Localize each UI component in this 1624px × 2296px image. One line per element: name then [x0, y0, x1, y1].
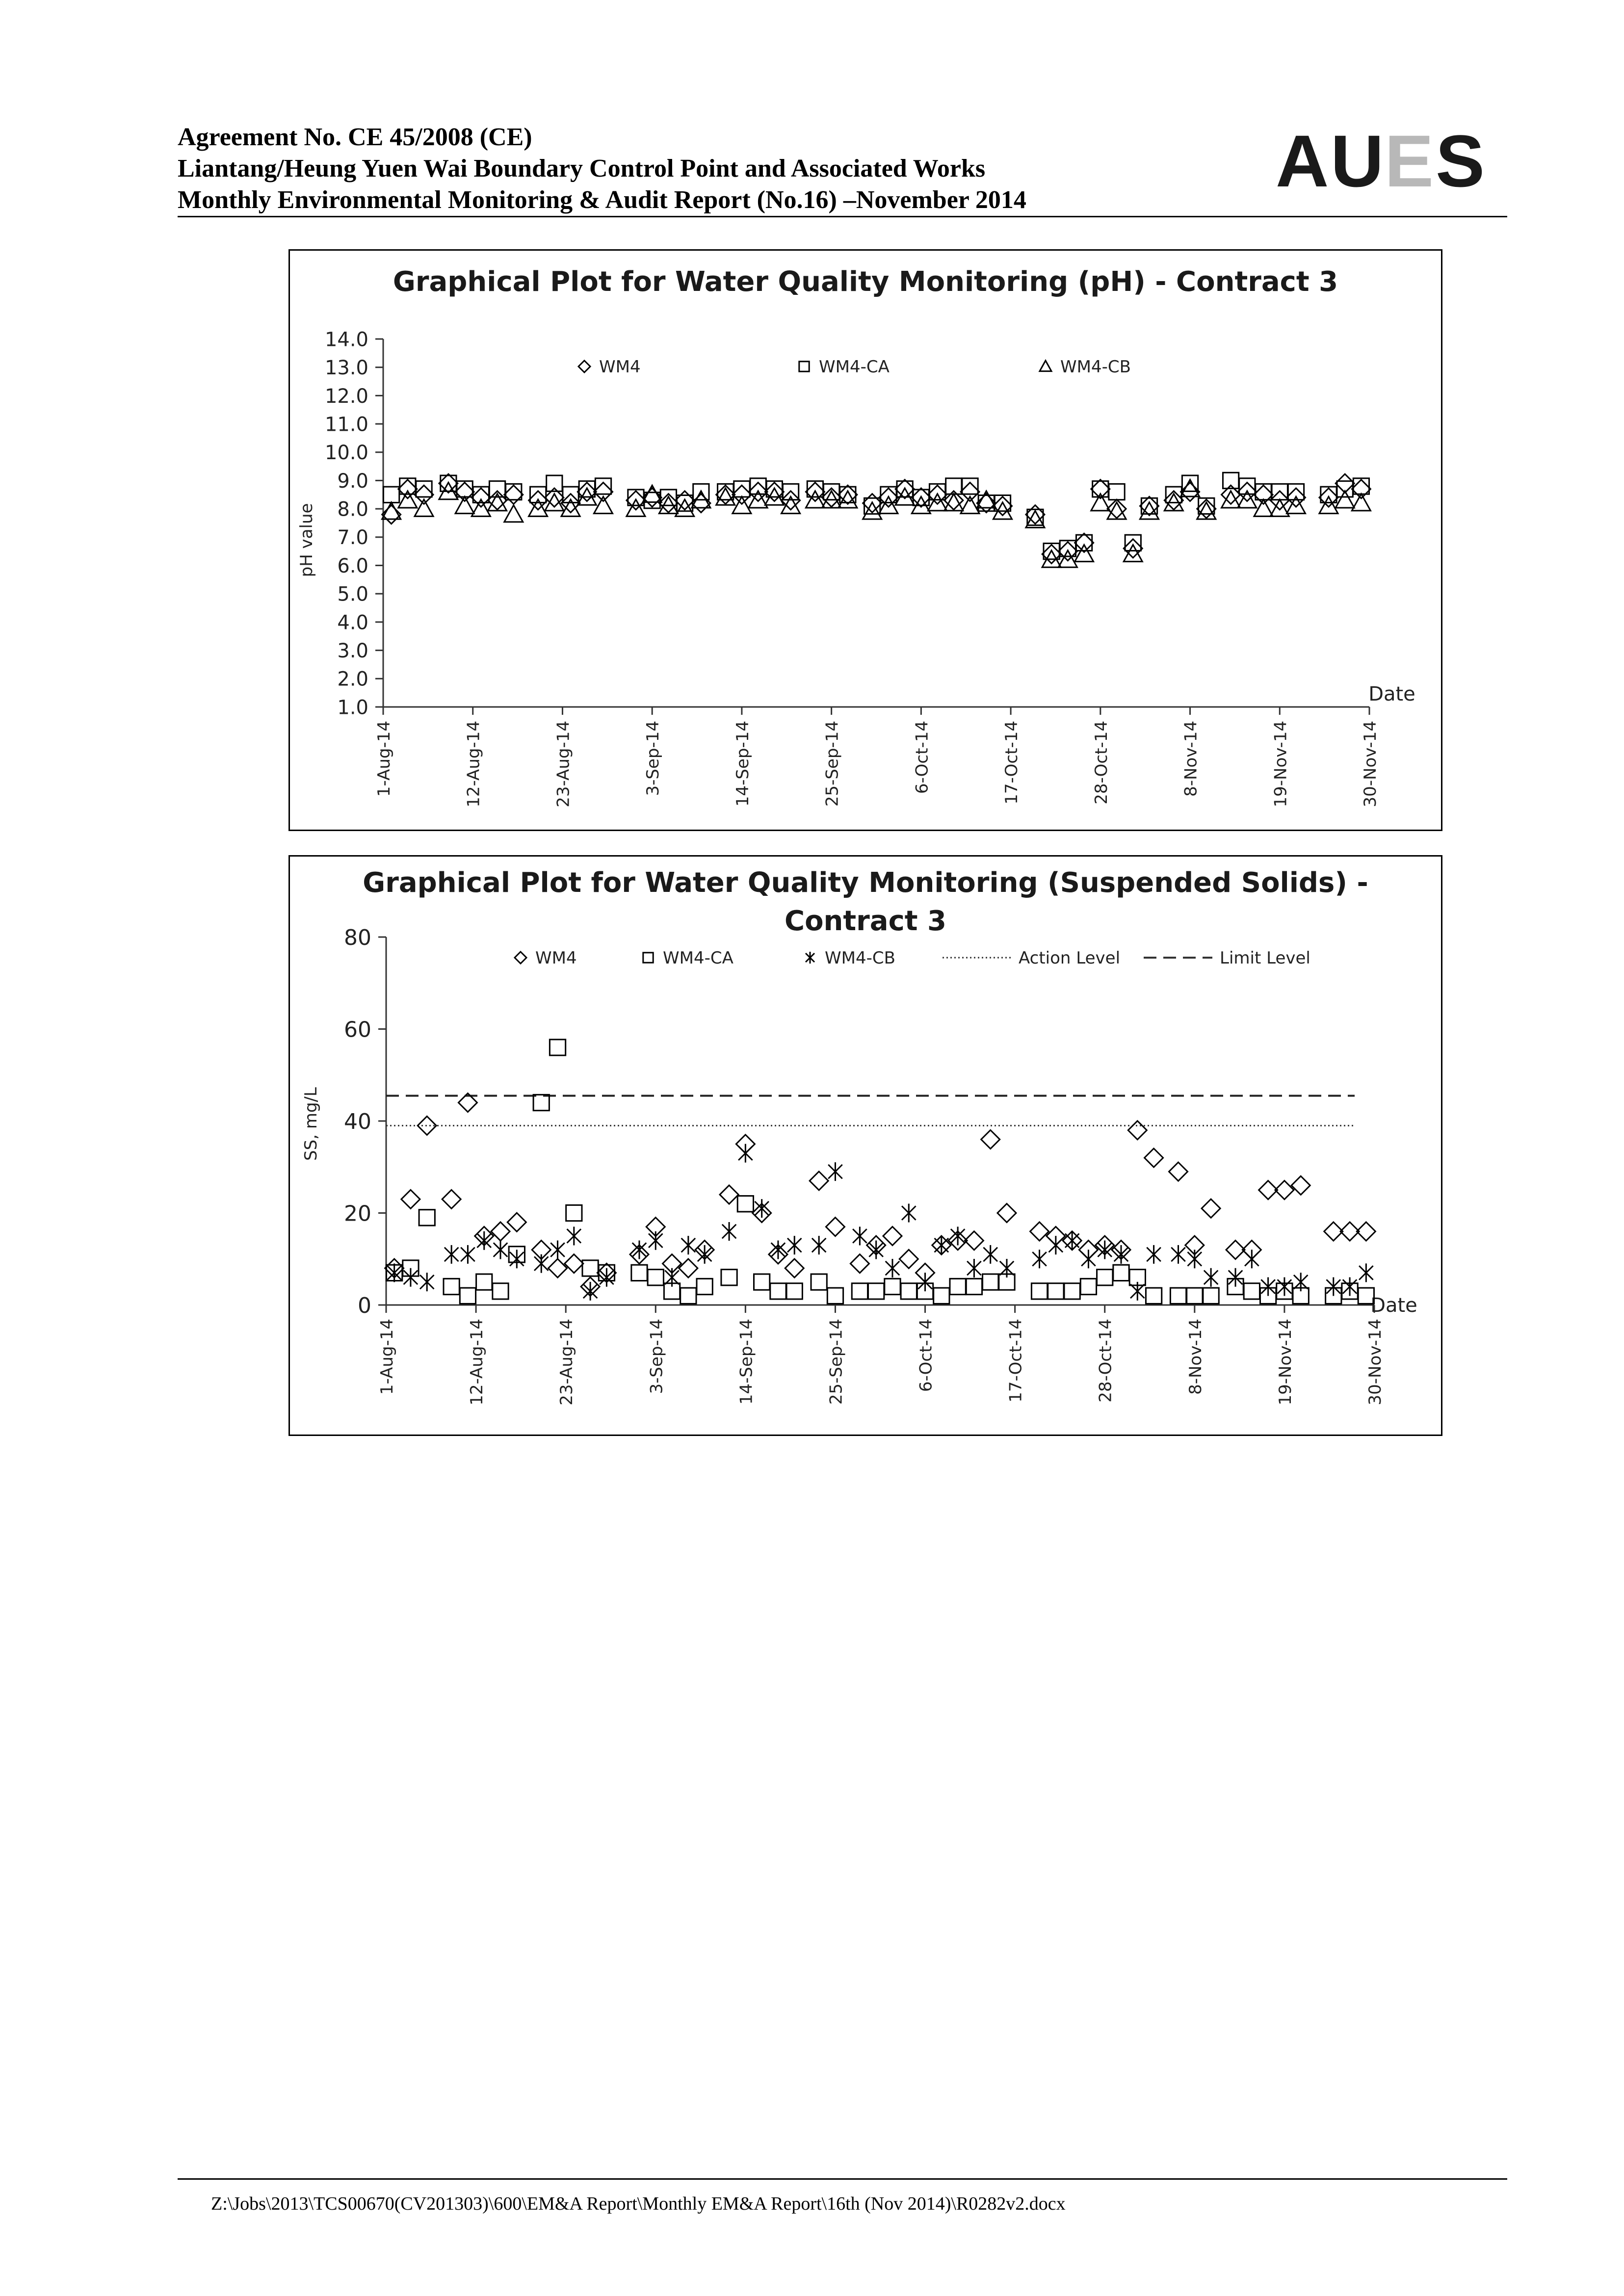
data-point — [1081, 1250, 1096, 1268]
data-point — [510, 1250, 524, 1268]
data-point — [852, 1283, 867, 1299]
data-point — [1140, 496, 1158, 515]
x-tick-label: 3-Sep-14 — [643, 721, 663, 796]
data-point — [1031, 1283, 1047, 1299]
data-point — [631, 1265, 647, 1280]
data-point — [785, 1259, 804, 1278]
data-point — [476, 1274, 492, 1290]
x-tick-label: 12-Aug-14 — [467, 1319, 487, 1406]
data-point — [416, 481, 432, 497]
data-point — [770, 1283, 786, 1299]
data-point — [950, 1278, 966, 1294]
data-point — [787, 1236, 802, 1254]
y-tick-label: 12.0 — [324, 385, 368, 408]
svg-text:E: E — [1385, 125, 1434, 199]
data-point — [444, 1278, 459, 1294]
x-tick-label: 30-Nov-14 — [1361, 721, 1380, 808]
data-point — [1254, 485, 1273, 504]
data-point — [918, 1273, 932, 1291]
data-point — [1075, 533, 1094, 552]
legend-label: WM4-CB — [825, 948, 895, 968]
data-point — [983, 1245, 997, 1264]
agreement-line: Agreement No. CE 45/2008 (CE) — [178, 123, 532, 151]
x-tick-label: 28-Oct-14 — [1091, 721, 1111, 805]
data-point — [1291, 1176, 1310, 1195]
data-point — [1319, 496, 1338, 513]
data-point — [868, 1283, 884, 1299]
data-point — [648, 1270, 663, 1285]
y-tick-label: 10.0 — [324, 442, 368, 465]
data-point — [720, 1185, 738, 1204]
data-point — [404, 1268, 418, 1287]
data-point — [754, 1274, 770, 1290]
legend-label: WM4 — [535, 948, 577, 968]
y-tick-label: 1.0 — [337, 696, 368, 719]
data-point — [1171, 1245, 1185, 1264]
data-point — [1170, 1288, 1186, 1304]
legend-marker — [806, 952, 814, 964]
chart-legend — [515, 948, 1310, 968]
data-point — [1188, 1250, 1202, 1268]
x-tick-label: 8-Nov-14 — [1181, 721, 1201, 797]
data-point — [1113, 1265, 1129, 1280]
data-point — [850, 1254, 869, 1273]
y-tick-label: 11.0 — [324, 413, 368, 436]
x-tick-label: 28-Oct-14 — [1096, 1319, 1116, 1403]
data-point — [1145, 1148, 1163, 1167]
data-point — [721, 1270, 737, 1285]
data-point — [1076, 535, 1092, 550]
svg-text:S: S — [1436, 125, 1485, 199]
data-point — [504, 485, 523, 504]
x-tick-label: 8-Nov-14 — [1185, 1319, 1205, 1395]
data-point — [565, 1254, 583, 1273]
data-point — [1030, 1222, 1049, 1241]
ph-chart-panel — [288, 249, 1442, 831]
data-point — [1109, 484, 1125, 499]
data-point — [1146, 1288, 1161, 1304]
data-point — [1244, 1283, 1259, 1299]
x-tick-label: 3-Sep-14 — [647, 1319, 667, 1394]
data-point — [1203, 1288, 1219, 1304]
data-point — [1049, 1236, 1063, 1254]
y-tick-label: 60 — [344, 1017, 371, 1043]
x-tick-label: 12-Aug-14 — [464, 721, 484, 808]
data-point — [1202, 1199, 1220, 1218]
x-tick-label: 25-Sep-14 — [826, 1319, 846, 1405]
data-point — [649, 1231, 663, 1250]
data-point — [415, 485, 433, 504]
data-point — [1147, 1245, 1161, 1264]
data-point — [681, 1236, 696, 1254]
legend-label: Action Level — [1019, 948, 1121, 968]
data-point — [901, 1283, 917, 1299]
data-point — [1064, 1283, 1080, 1299]
chart-title: Contract 3 — [784, 905, 947, 937]
data-point — [697, 1278, 712, 1294]
x-tick-label: 1-Aug-14 — [377, 1319, 397, 1395]
data-point — [461, 1245, 475, 1264]
data-point — [838, 485, 857, 504]
data-point — [962, 478, 978, 494]
data-point — [983, 1274, 998, 1290]
data-point — [738, 1144, 753, 1163]
data-point — [885, 1278, 900, 1294]
y-tick-label: 20 — [344, 1201, 371, 1226]
footer-rule — [178, 2178, 1507, 2180]
y-tick-label: 5.0 — [337, 583, 368, 606]
data-point — [383, 487, 399, 502]
legend-label: WM4-CB — [1060, 357, 1131, 377]
series-wm4-cb — [387, 1144, 1373, 1301]
data-point — [1327, 1278, 1341, 1296]
data-point — [902, 1204, 916, 1223]
x-tick-label: 17-Oct-14 — [1002, 721, 1022, 805]
chart-title: Graphical Plot for Water Quality Monitoring (pH) - Contract 3 — [393, 266, 1338, 298]
data-point — [1140, 502, 1158, 519]
data-point — [1261, 1278, 1275, 1296]
data-point — [853, 1226, 867, 1245]
data-point — [582, 1260, 598, 1276]
data-point — [460, 1288, 475, 1304]
data-point — [1075, 545, 1094, 561]
data-point — [401, 1190, 420, 1208]
data-point — [1169, 1162, 1188, 1181]
data-point — [810, 1172, 828, 1190]
data-point — [471, 488, 490, 507]
data-point — [595, 478, 611, 494]
data-point — [493, 1283, 508, 1299]
data-point — [967, 1259, 981, 1278]
ss-chart-panel — [288, 855, 1442, 1436]
data-point — [966, 1278, 982, 1294]
x-axis-label: Date — [1370, 1294, 1417, 1317]
data-point — [419, 1210, 435, 1226]
data-point — [507, 1213, 526, 1231]
data-point — [504, 505, 523, 522]
data-point — [928, 494, 947, 511]
x-axis-label: Date — [1368, 683, 1415, 705]
legend-marker — [578, 361, 590, 372]
y-tick-label: 9.0 — [337, 470, 368, 493]
y-axis-label: pH value — [297, 503, 316, 577]
data-point — [494, 1241, 508, 1259]
data-point — [491, 1222, 510, 1241]
x-tick-label: 17-Oct-14 — [1006, 1319, 1026, 1403]
data-point — [863, 502, 882, 519]
x-tick-label: 25-Sep-14 — [822, 721, 842, 807]
data-point — [1245, 1250, 1259, 1268]
data-point — [886, 1259, 900, 1278]
data-point — [1222, 491, 1240, 508]
data-point — [1204, 1268, 1218, 1287]
data-point — [811, 1274, 827, 1290]
data-point — [1229, 1268, 1243, 1287]
data-point — [681, 1288, 696, 1304]
project-title: Liantang/Heung Yuen Wai Boundary Control Point and Associated Works — [178, 155, 986, 183]
y-tick-label: 6.0 — [337, 554, 368, 577]
data-point — [722, 1222, 736, 1241]
data-point — [398, 480, 417, 498]
y-tick-label: 2.0 — [337, 668, 368, 691]
x-tick-label: 19-Nov-14 — [1271, 721, 1291, 808]
legend-label: Limit Level — [1220, 948, 1310, 968]
data-point — [550, 1241, 565, 1259]
data-point — [445, 1245, 459, 1264]
data-point — [827, 1288, 843, 1304]
y-tick-label: 80 — [344, 925, 371, 950]
data-point — [997, 1204, 1016, 1223]
data-point — [934, 1288, 949, 1304]
data-point — [1128, 1121, 1147, 1140]
data-point — [1042, 545, 1061, 563]
data-point — [1058, 550, 1077, 567]
legend-label: WM4-CA — [819, 357, 890, 377]
legend-marker — [1040, 361, 1051, 371]
company-logo — [1276, 125, 1506, 199]
x-tick-label: 14-Sep-14 — [736, 1319, 757, 1405]
legend-marker — [643, 953, 653, 963]
data-point — [838, 491, 857, 508]
data-point — [420, 1273, 434, 1291]
data-point — [1125, 535, 1141, 550]
series-wm4-ca — [386, 1040, 1374, 1304]
y-tick-label: 8.0 — [337, 498, 368, 521]
y-tick-label: 14.0 — [324, 328, 368, 351]
data-point — [566, 1205, 582, 1221]
data-point — [1278, 1278, 1292, 1296]
chart-title: Graphical Plot for Water Quality Monitoring (Suspended Solids) - — [363, 867, 1368, 899]
data-point — [1337, 481, 1353, 497]
legend-marker — [799, 362, 809, 371]
y-tick-label: 0 — [358, 1293, 371, 1318]
x-tick-label: 1-Aug-14 — [374, 721, 394, 797]
data-point — [1091, 480, 1110, 498]
y-axis-label: SS, mg/L — [301, 1087, 321, 1161]
data-point — [1032, 1250, 1047, 1268]
y-tick-label: 7.0 — [337, 526, 368, 549]
series-wm4 — [385, 1094, 1376, 1296]
data-point — [734, 481, 750, 497]
y-tick-label: 3.0 — [337, 640, 368, 663]
chart-legend — [578, 357, 1131, 377]
x-tick-label: 23-Aug-14 — [553, 721, 574, 808]
data-point — [533, 1095, 549, 1110]
data-point — [828, 1162, 842, 1181]
data-point — [550, 1040, 565, 1055]
data-point — [1097, 1270, 1113, 1285]
y-tick-label: 40 — [344, 1109, 371, 1134]
data-point — [935, 1236, 949, 1254]
data-point — [1065, 1231, 1079, 1250]
legend-marker — [515, 952, 526, 964]
x-tick-label: 19-Nov-14 — [1275, 1319, 1295, 1406]
data-point — [883, 1226, 902, 1245]
x-tick-label: 6-Oct-14 — [916, 1319, 936, 1392]
data-point — [737, 1196, 753, 1212]
data-point — [1048, 1283, 1064, 1299]
data-point — [1026, 505, 1045, 524]
x-tick-label: 23-Aug-14 — [557, 1319, 577, 1406]
report-header — [178, 122, 1026, 216]
data-point — [442, 1190, 461, 1208]
data-point — [826, 1218, 844, 1236]
x-tick-label: 6-Oct-14 — [912, 721, 932, 794]
data-point — [899, 1250, 918, 1268]
data-point — [534, 1254, 549, 1273]
legend-label: WM4-CA — [663, 948, 733, 968]
data-point — [567, 1226, 581, 1245]
x-tick-label: 14-Sep-14 — [733, 721, 753, 807]
data-point — [961, 483, 979, 501]
report-title: Monthly Environmental Monitoring & Audit Report (No.16) –November 2014 — [178, 186, 1026, 214]
ph-chart — [290, 251, 1441, 830]
data-point — [993, 496, 1012, 515]
data-point — [1124, 539, 1142, 558]
data-point — [981, 1130, 1000, 1149]
data-point — [786, 1283, 802, 1299]
ss-chart — [290, 857, 1441, 1435]
data-point — [806, 491, 824, 508]
data-point — [1359, 1263, 1373, 1282]
y-tick-label: 4.0 — [337, 611, 368, 634]
header-rule — [178, 216, 1507, 217]
data-point — [1124, 545, 1142, 561]
x-tick-label: 30-Nov-14 — [1365, 1319, 1385, 1406]
svg-text:U: U — [1331, 125, 1384, 199]
y-tick-label: 13.0 — [324, 357, 368, 380]
data-point — [1080, 1278, 1096, 1294]
data-point — [545, 494, 564, 511]
data-point — [679, 1259, 698, 1278]
data-point — [549, 1259, 567, 1278]
svg-text:A: A — [1276, 125, 1329, 199]
legend-label: WM4 — [599, 357, 641, 377]
data-point — [978, 495, 994, 511]
data-point — [455, 483, 474, 501]
data-point — [1352, 480, 1370, 498]
file-path: Z:\Jobs\2013\TCS00670(CV201303)\600\EM&A Report\Monthly EM&A Report\16th (Nov 2014)\R0282v2.docx — [211, 2193, 1066, 2214]
data-point — [812, 1236, 826, 1254]
data-point — [1343, 1278, 1357, 1296]
data-point — [1187, 1288, 1203, 1304]
